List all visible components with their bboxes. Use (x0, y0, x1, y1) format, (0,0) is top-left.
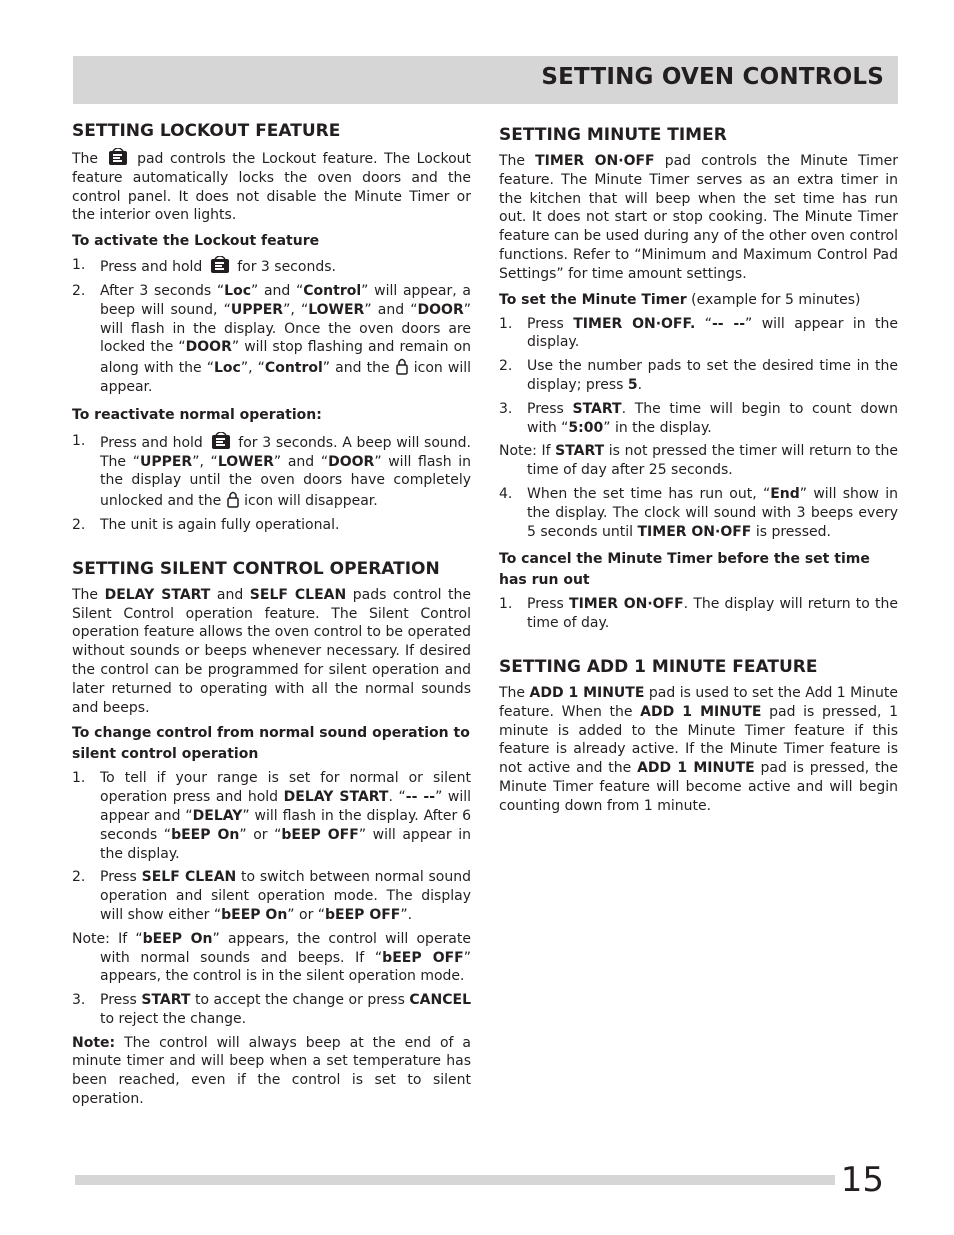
text: pads control the Silent Control operation feature. The Silent Control operation feature allows the oven control to be operated without sounds or beeps whenever necessary. If desired the control can be programmed for silent operation and later returned to operating with all the normal sounds and beeps. (72, 586, 471, 716)
text: ”, “ (192, 453, 218, 470)
text: DOOR (417, 301, 464, 318)
list-number: 3. (72, 992, 86, 1009)
text: is pressed. (751, 523, 831, 540)
text: ” or “ (287, 906, 326, 923)
list-number: 3. (499, 400, 513, 417)
text: Press and hold (100, 259, 203, 276)
text: After 3 seconds “ (100, 282, 225, 299)
timer-intro (499, 152, 898, 284)
text: to reject the change. (100, 1010, 247, 1027)
timer-list (499, 315, 898, 438)
text: -- -- (711, 315, 746, 332)
timer-list-cont (499, 485, 898, 541)
text: ” and “ (251, 282, 304, 299)
lockout-pad-icon (209, 256, 231, 274)
list-number: 4. (499, 485, 513, 502)
text: LOWER (308, 301, 365, 318)
list-item (72, 432, 471, 511)
list-item (499, 315, 898, 353)
add1-text (499, 684, 898, 816)
text: pad is used to set the Add 1 Minute feature. When the (499, 684, 898, 720)
set-timer-title (499, 290, 898, 311)
text: ”. (400, 906, 413, 923)
text: ADD 1 MINUTE (637, 760, 755, 777)
lockout-pad-icon (210, 432, 232, 450)
spacer (72, 540, 471, 558)
list-number: 2. (499, 358, 513, 375)
text: TIMER ON·OFF. (573, 315, 696, 332)
text: CANCEL (409, 992, 471, 1009)
text: bEEP On (171, 826, 240, 843)
text: TIMER ON·OFF (569, 596, 684, 613)
silent-list-cont (72, 991, 471, 1029)
text: DELAY START (283, 789, 389, 806)
text: bEEP On (142, 930, 213, 947)
list-number: 2. (72, 869, 86, 886)
text: bEEP On (221, 906, 288, 923)
text: When the set time has run out, “ (527, 485, 771, 502)
text: . The display will return to the time of day. (527, 596, 899, 632)
text: to accept the change or press (190, 992, 410, 1009)
text: ” or “ (239, 826, 282, 843)
text: ” will appear in the display. (527, 315, 899, 351)
text: -- -- (405, 789, 436, 806)
list-number: 1. (499, 315, 513, 332)
padlock-icon (227, 490, 239, 508)
text: The control will always beep at the end of a minute timer and will beep when a set temperature has been reached, even if the control is set to silent operation. (72, 1034, 471, 1108)
text: START (572, 400, 622, 417)
lockout-intro (72, 148, 471, 225)
text: Note: If (499, 443, 556, 460)
text: bEEP OFF (382, 949, 464, 966)
text: Press (527, 400, 573, 417)
change-title: To change control from normal sound operation to silent control operation (72, 725, 470, 763)
text: ” will appear in the display. (100, 826, 471, 862)
page-number: 15 (840, 1160, 884, 1200)
text: pad controls the Minute Timer feature. The Minute Timer serves as an extra timer in the kitchen that will beep when the set time has run out. It does not start or stop cooking. The Minute Timer feature can be used during any of the other oven control functions. Refer to “Minimum and Maximum Control Pad Settings” for time amount settings. (499, 153, 898, 282)
text: pad is pressed, 1 minute is added to the Minute Timer feature if this feature is already active. If the Minute Timer feature is not active and the (499, 703, 898, 777)
text: ” and the (322, 360, 390, 377)
text: for 3 seconds. (237, 259, 336, 276)
footer-bar (75, 1175, 835, 1185)
text: ” appears, the control is in the silent operation mode. (100, 949, 472, 985)
list-item (499, 595, 898, 633)
text: pad is pressed, the Minute Timer feature will become active and will begin counting down from 1 minute. (499, 760, 898, 814)
text: Press (527, 596, 570, 613)
silent-note (72, 930, 471, 986)
list-item (72, 256, 471, 277)
add1-heading: SETTING ADD 1 MINUTE FEATURE (499, 656, 818, 677)
text: “ (695, 315, 712, 332)
cancel-timer-title: To cancel the Minute Timer before the set time has run out (499, 551, 870, 589)
timer-heading: SETTING MINUTE TIMER (499, 125, 727, 145)
list-item (499, 400, 898, 438)
list-item (499, 485, 898, 541)
text: UPPER (230, 301, 284, 318)
text: and (210, 586, 250, 603)
list-number: 1. (72, 432, 86, 449)
text: Note: (72, 1034, 116, 1051)
list-item (72, 991, 471, 1029)
text: Use the number pads to set the desired time in the display; press (527, 358, 898, 393)
text: DELAY (192, 807, 243, 824)
list-number: 1. (499, 596, 513, 613)
activate-title: To activate the Lockout feature (72, 233, 320, 250)
text: SELF CLEAN (141, 869, 237, 886)
text: To set the Minute Timer (499, 291, 687, 308)
silent-list (72, 769, 471, 924)
text: (example for 5 minutes) (686, 291, 861, 308)
text: SELF CLEAN (249, 586, 347, 603)
text: ” and “ (273, 453, 329, 470)
text: The (72, 151, 99, 167)
text: for 3 seconds. A beep will sound. The “ (100, 434, 472, 470)
text: Press (527, 315, 574, 332)
text: To tell if your range is set for normal or silent operation press and hold (100, 770, 471, 806)
text: The unit is again fully operational. (100, 516, 340, 533)
text: ” will appear, a beep will sound, “ (100, 282, 471, 318)
text: Loc (224, 282, 251, 299)
text: DOOR (328, 453, 375, 470)
reactivate-title: To reactivate normal operation: (72, 406, 322, 423)
list-item (72, 769, 471, 863)
list-number: 1. (72, 770, 86, 787)
text: 5 (627, 376, 638, 393)
lockout-heading: SETTING LOCKOUT FEATURE (72, 121, 341, 141)
list-item (499, 357, 898, 395)
text: to switch between normal sound operation and silent operation mode. The display will show either “ (100, 869, 471, 923)
text: ” and “ (364, 301, 418, 318)
text: ” in the display. (603, 419, 712, 436)
reactivate-list (72, 432, 471, 535)
left-column (72, 120, 471, 1109)
text: ”, “ (283, 301, 309, 318)
text: ” will flash in the display until the oven doors have completely unlocked and the (100, 453, 471, 510)
text: bEEP OFF (325, 906, 401, 923)
text: Control (303, 282, 362, 299)
text: . (637, 376, 643, 393)
text: pad controls the Lockout feature. The Lockout feature automatically locks the oven doors and the control panel. It does not disable the Minute Timer or the interior oven lights. (72, 151, 472, 224)
text: TIMER ON·OFF (535, 153, 655, 169)
text: Note: If “ (72, 930, 143, 947)
text: ” will stop flashing and remain on along with the “ (100, 339, 472, 377)
text: Press and hold (100, 434, 203, 451)
list-number: 2. (72, 516, 86, 533)
text: Loc (214, 360, 241, 377)
text: Press (100, 869, 142, 886)
text: LOWER (217, 453, 274, 470)
text: 5:00 (568, 419, 604, 436)
text: The (72, 586, 105, 603)
list-number: 1. (72, 257, 86, 274)
text: Control (264, 360, 323, 377)
text: START (141, 992, 191, 1009)
text: . The time will begin to count down with “ (527, 400, 898, 436)
text: End (770, 485, 800, 502)
text: START (555, 443, 605, 460)
page-title: SETTING OVEN CONTROLS (541, 64, 884, 90)
cancel-list (499, 595, 898, 633)
text: ADD 1 MINUTE (640, 703, 762, 720)
text: The (499, 153, 536, 169)
text: icon will appear. (100, 360, 472, 395)
text: icon will disappear. (244, 493, 378, 510)
list-item (72, 868, 471, 924)
text: ” will show in the display. The clock will sound with 3 beeps every 5 seconds until (527, 485, 899, 540)
header-bar (73, 56, 898, 104)
text: ”, “ (240, 360, 265, 377)
text: is not pressed the timer will return to the time of day after 25 seconds. (527, 443, 898, 479)
silent-intro (72, 586, 471, 718)
text: DELAY START (104, 586, 211, 603)
text: ” will appear and “ (100, 789, 472, 824)
text: Press (100, 992, 142, 1009)
final-note (72, 1034, 471, 1109)
text: ” appears, the control will operate with normal sounds and beeps. If “ (100, 930, 471, 966)
spacer (499, 638, 898, 656)
silent-heading: SETTING SILENT CONTROL OPERATION (72, 558, 440, 579)
right-column (499, 120, 898, 816)
padlock-icon (396, 357, 408, 375)
list-item (72, 282, 471, 397)
text: DOOR (185, 339, 232, 356)
text: ” will flash in the display. After 6 seconds “ (100, 807, 471, 843)
text: UPPER (139, 453, 193, 470)
timer-note (499, 442, 898, 480)
activate-list (72, 256, 471, 397)
text: ADD 1 MINUTE (529, 684, 645, 701)
list-number: 2. (72, 282, 86, 299)
text: TIMER ON·OFF (637, 523, 752, 540)
text: bEEP OFF (281, 826, 359, 843)
text: The (499, 684, 530, 701)
text: . “ (388, 789, 406, 806)
lockout-pad-icon (107, 148, 129, 166)
text: ” will flash in the display. Once the oven doors are locked the “ (100, 301, 472, 356)
list-item (72, 516, 471, 535)
